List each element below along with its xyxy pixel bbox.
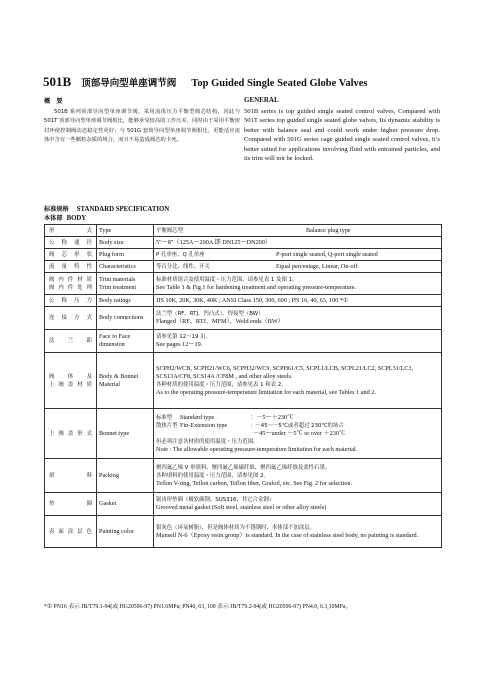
row-value: SCPH2/WCB, SCPH21/WC6, SCPH32/WC9, SCPH61/C5, SCPL1/LCB, SCPL21/LC2, SCPL31/LC3, SCS13A/CF8, SCS14A /CF8M , and other alloy steels. 各种材质的使用温度・压力范围，请参见表 1 和表 2。 As to the operating pressure-temperature limitation for each material, see Tables 1 and 2.	[154, 353, 442, 409]
row-value: 平衡阀芯型 Balance plug type	[154, 225, 442, 237]
table-row	[45, 261, 442, 273]
row-value: P 孔单座、Q 孔单座 P-port single seated, Q-port single seated	[154, 249, 442, 261]
spec-heading-en: STANDARD SPECIFICATION	[76, 206, 170, 213]
footnote: *① PN16 表示 JB/T79.1-94(或 HG20596-97) PN1.6MPa; PN40, 63, 100 表示 JB/T79.2-94(或 HG20596-97) PN4.0, 6.3,10MPa。	[44, 604, 352, 610]
row-label-cn: 流量特性	[45, 261, 97, 273]
page-title	[43, 71, 368, 90]
row-label-cn: 公称压力	[45, 295, 97, 307]
body-heading-cn: 本体部	[44, 215, 63, 222]
title-cn: 顶部导向型单座调节阀	[81, 78, 177, 89]
table-row	[45, 516, 442, 548]
table-row	[45, 273, 442, 295]
row-label-en: Bonnet type	[97, 409, 154, 459]
table-row	[45, 307, 442, 330]
row-label-cn: 垫 圈	[45, 493, 97, 516]
body-heading-en: BODY	[66, 215, 87, 222]
general-section	[244, 96, 440, 163]
row-value: 法兰型（RF、RTJ、凹凸式）、焊接型（BW） Flanged（RF、RTJ、MFM）、Weld ends（BW）	[154, 307, 442, 330]
overview-text: 501B 系列顶部导向型单座调节阀，采用流体压力平衡型阀芯结构，因此与 501T 顶部导向型单座调节阀相比，能够承受较高的工作压差，同时由于采用平衡密封环使控制阀动态稳定性更好；与 501G 套筒导向型单座调节阀相比，更能适应流体中含有一些颗粒杂质的场合，而且不易造成阀芯的卡死。	[44, 109, 240, 144]
general-heading: GENERAL	[244, 96, 279, 104]
row-label-en: Body & Bonnet Material	[97, 353, 154, 409]
row-value: 标准材质组合及使用温度・压力范围，请参见表 1 及图 1。 See Table 1 & Fig.1 for hardening treatment and operating pressure-temperature.	[154, 273, 442, 295]
row-value: 锯齿形垫圈（极软碳钢、SUS316、其它合金钢） Grooved metal gasket (Soft steel, stainless steel or other alloy steels)	[154, 493, 442, 516]
model-number: 501B	[43, 74, 72, 89]
table-row	[45, 225, 442, 237]
title-en: Top Guided Single Seated Globe Valves	[191, 78, 368, 89]
row-value: 5"～8"（125A～200A 即 DN125～DN200）	[154, 237, 442, 249]
table-row	[45, 493, 442, 516]
body-heading	[44, 213, 86, 222]
row-label-cn: 阀内件材质 阀内件处理	[45, 273, 97, 295]
spec-heading-cn: 标准规格	[44, 206, 69, 213]
row-label-cn: 阀芯形状	[45, 249, 97, 261]
row-value: JIS 10K, 20K, 30K, 40K ; ANSI Class 150, 300, 600 ; PN 16, 40, 63, 100 *①	[154, 295, 442, 307]
overview-section	[44, 96, 240, 146]
row-label-cn: 填 料	[45, 459, 97, 493]
row-label-en: Body size	[97, 237, 154, 249]
row-label-en: Gasket	[97, 493, 154, 516]
row-value: 标准型 Standard type ：－5～＋230℃ 散热片型 Fin-Extension type ：－45～－5℃或者超过 230℃的场合 －45～under －5℃ or over ＋230℃ 但必须注意各材质的使用温度・压力范围。 Note : The allowable operating pressure-temperature limitation for each material.	[154, 409, 442, 459]
table-row	[45, 353, 442, 409]
row-label-en: Body ratings	[97, 295, 154, 307]
row-value: 银灰色（环氧树脂），但是阀体材质为不锈钢时，本体部不加涂层。 Munsell N-6（Epoxy resin group）is standard. In the case of stainless steel body, no painting is standard.	[154, 516, 442, 548]
row-label-cn: 连接方式	[45, 307, 97, 330]
row-label-en: Type	[97, 225, 154, 237]
row-value: 等百分比、线性、开关 Equal percentage, Linear, On-off	[154, 261, 442, 273]
row-label-cn: 形 式	[45, 225, 97, 237]
table-row	[45, 249, 442, 261]
table-row	[45, 330, 442, 353]
table-row	[45, 459, 442, 493]
spec-heading	[44, 204, 169, 213]
table-row	[45, 237, 442, 249]
row-label-en: Face to Face dimension	[97, 330, 154, 353]
row-label-cn: 表面涂层色	[45, 516, 97, 548]
row-label-en: Body connections	[97, 307, 154, 330]
table-row	[45, 409, 442, 459]
row-label-cn: 法 兰 距	[45, 330, 97, 353]
table-row	[45, 295, 442, 307]
row-label-en: Plug form	[97, 249, 154, 261]
row-label-cn: 上阀盖形式	[45, 409, 97, 459]
row-label-cn: 公称通径	[45, 237, 97, 249]
row-value: 请参见第 12～19 页。 See pages 12～19.	[154, 330, 442, 353]
row-label-en: Trim materials Trim treatment	[97, 273, 154, 295]
row-label-en: Packing	[97, 459, 154, 493]
row-value: 聚四氟乙烯 V 形填料、聚四氟乙烯碳纤维、聚四氟乙烯纤维及柔性石墨。 各种填料的使用温度・压力范围，请参见图 2。 Teflon V-ring, Teflon carbon, Teflon fiber, Grafoil, etc. See Fig. 2 for selection.	[154, 459, 442, 493]
spec-table	[44, 224, 442, 548]
overview-heading: 概 要	[44, 98, 63, 105]
row-label-cn: 阀 体 及 上阀盖材质	[45, 353, 97, 409]
row-label-en: Painting color	[97, 516, 154, 548]
row-label-en: Characteristics	[97, 261, 154, 273]
general-text: 501B series is top guided single seated control valves, Compared with 501T series top guided single seated globe valves, Its dynamic stability is better with balance seal and could work under higher pressure drop. Compared with 501G series cage guided single seated control valves, it’s better suited for applications involving fluid with entrained particles, and its trim will not be locked.	[244, 108, 440, 163]
